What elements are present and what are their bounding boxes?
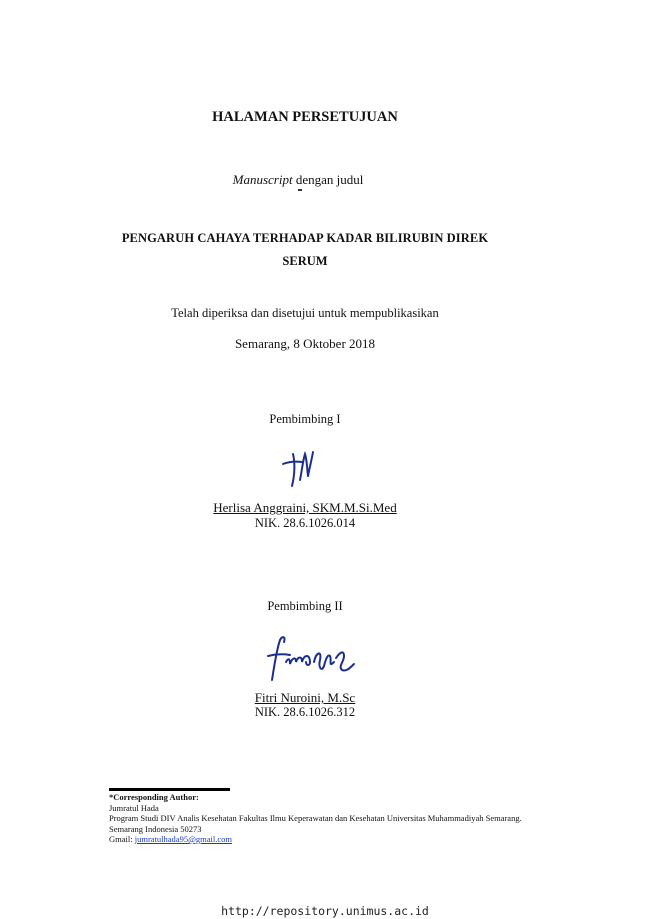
subtitle-rest: dengan judul [292,172,364,187]
research-title-line2: SERUM [282,254,328,268]
footnote-divider [109,788,230,791]
supervisor2-signature [262,632,362,695]
footnote-gmail [109,834,629,845]
supervisor1-nik: NIK. 28.6.1026.014 [254,516,356,530]
footnote-address: Semarang Indonesia 50273 [109,823,202,834]
supervisor2-nik: NIK. 28.6.1026.312 [254,705,356,719]
repository-url[interactable]: http://repository.unimus.ac.id [221,904,429,918]
page-title: HALAMAN PERSETUJUAN [212,109,398,125]
footnote-program: Program Studi DIV Analis Kesehatan Fakultas Ilmu Keperawatan dan Kesehatan Universitas Muhammadiyah Semarang. [109,813,522,823]
place-date: Semarang, 8 Oktober 2018 [234,336,376,351]
subtitle-italic: Manuscript [232,172,293,187]
gmail-label: Gmail: [109,834,135,844]
supervisor1-name: Herlisa Anggraini, SKM.M.Si.Med [213,500,397,515]
footnote-author: Jumratul Hada [109,802,159,813]
footnote-heading: *Corresponding Author: [109,792,199,802]
gmail-link[interactable]: jumratulhada95@gmail.com [134,834,233,844]
supervisor1-signature [280,448,320,495]
approval-text: Telah diperiksa dan disetujui untuk mempublikasikan [171,306,439,320]
supervisor2-role: Pembimbing II [267,599,343,613]
subtitle [78,172,518,188]
supervisor1-role: Pembimbing I [269,412,341,426]
research-title-line1: PENGARUH CAHAYA TERHADAP KADAR BILIRUBIN DIREK [121,231,489,245]
stray-mark [298,189,302,191]
footnote [109,792,629,845]
supervisor2-name: Fitri Nuroini, M.Sc [254,690,356,705]
